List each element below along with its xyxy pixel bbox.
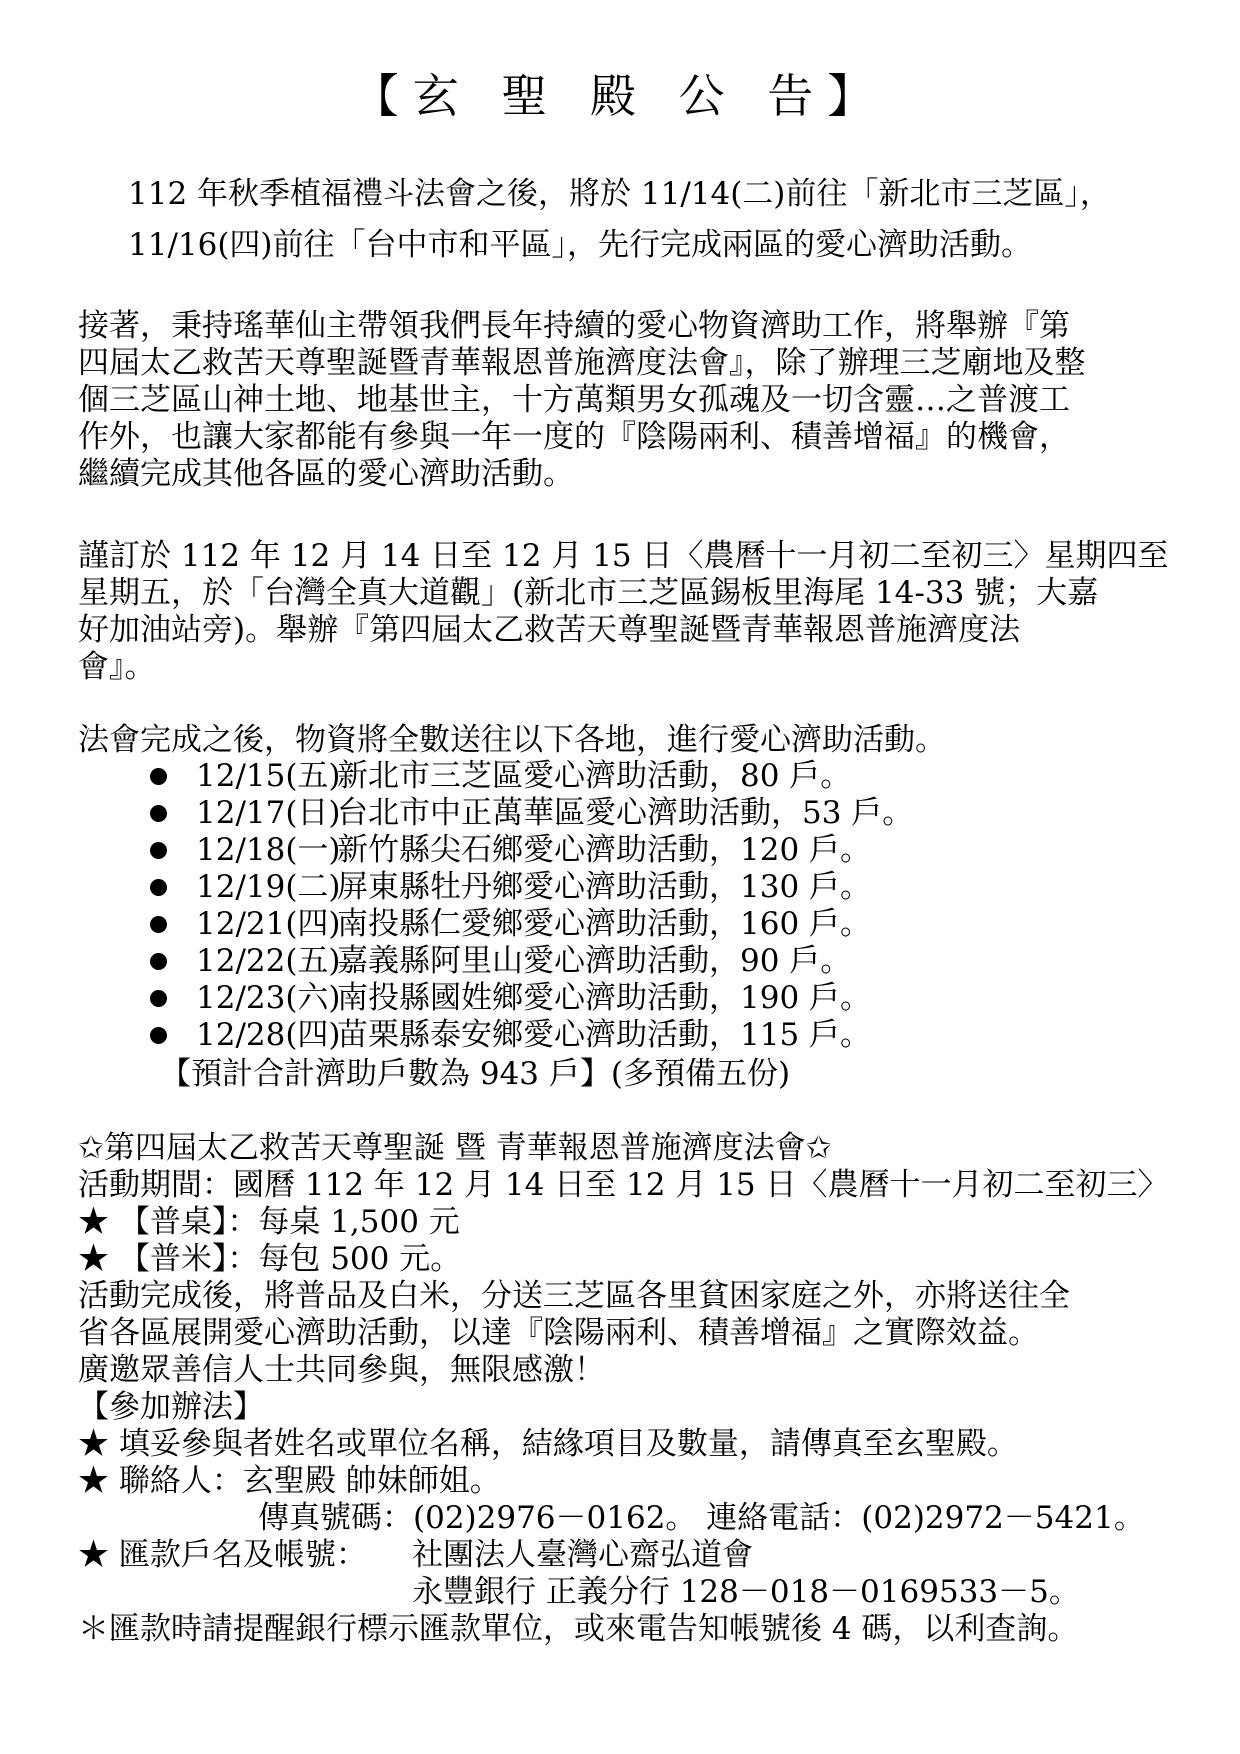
ceremony-date-paragraph bbox=[78, 538, 1178, 686]
schedule-text: 新北市三芝區愛心濟助活動，80 戶。 bbox=[337, 758, 852, 794]
page-title: 【玄 聖 殿 公 告】 bbox=[352, 69, 888, 123]
schedule-item bbox=[150, 832, 913, 869]
event-description-line: 廣邀眾善信人士共同參與，無限感激！ bbox=[78, 1352, 605, 1388]
ceremony-intro-paragraph bbox=[78, 308, 1178, 493]
schedule-item bbox=[150, 1017, 913, 1054]
bullet-icon bbox=[150, 1027, 167, 1044]
schedule-text: 台北市中正萬華區愛心濟助活動，53 戶。 bbox=[337, 795, 914, 831]
account-label: ★ 匯款戶名及帳號： bbox=[78, 1537, 367, 1573]
contact-person: ★ 聯絡人：玄聖殿 帥妹師姐。 bbox=[78, 1463, 501, 1499]
schedule-date: 12/15(五) bbox=[196, 758, 341, 794]
schedule-list bbox=[150, 758, 913, 1054]
schedule-date: 12/22(五) bbox=[196, 943, 341, 979]
paragraph-line: 會』。 bbox=[78, 649, 156, 685]
event-heading: ✩第四屆太乙救苦天尊聖誕 暨 青華報恩普施濟度法會✩ bbox=[78, 1130, 832, 1166]
event-period: 活動期間：國曆 112 年 12 月 14 日至 12 月 15 日〈農曆十一月初二至初三〉 bbox=[78, 1167, 1169, 1203]
schedule-item bbox=[150, 943, 913, 980]
schedule-item bbox=[150, 869, 913, 906]
intro-paragraph bbox=[128, 176, 1228, 264]
bullet-icon bbox=[150, 805, 167, 822]
remittance-note: ＊匯款時請提醒銀行標示匯款單位，或來電告知帳號後 4 碼，以利查詢。 bbox=[78, 1611, 1079, 1647]
paragraph-line: 作外，也讓大家都能有參與一年一度的『陰陽兩利、積善增福』的機會， bbox=[78, 419, 1070, 455]
bullet-icon bbox=[150, 842, 167, 859]
schedule-date: 12/21(四) bbox=[196, 906, 341, 942]
schedule-date: 12/18(一) bbox=[196, 832, 341, 868]
intro-line: 11/16(四)前往「台中市和平區」，先行完成兩區的愛心濟助活動。 bbox=[128, 227, 1033, 263]
schedule-date: 12/17(日) bbox=[196, 795, 341, 831]
bullet-icon bbox=[150, 953, 167, 970]
contact-numbers: 傳真號碼：(02)2976－0162。 連絡電話：(02)2972－5421。 bbox=[258, 1500, 1145, 1536]
offering-rice-price: ★ 【普米】：每包 500 元。 bbox=[78, 1241, 462, 1277]
schedule-date: 12/28(四) bbox=[196, 1017, 341, 1053]
schedule-text: 屏東縣牡丹鄉愛心濟助活動，130 戶。 bbox=[337, 869, 872, 905]
schedule-item bbox=[150, 758, 913, 795]
paragraph-line: 星期五，於「台灣全真大道觀」(新北市三芝區錫板里海尾 14-33 號；大嘉 bbox=[78, 575, 1099, 611]
schedule-text: 南投縣國姓鄉愛心濟助活動，190 戶。 bbox=[337, 980, 872, 1016]
total-households: 【預計合計濟助戶數為 943 戶】(多預備五份) bbox=[160, 1056, 791, 1092]
paragraph-line: 謹訂於 112 年 12 月 14 日至 12 月 15 日〈農曆十一月初二至初三〉星期四至 bbox=[78, 538, 1169, 574]
account-name: 社團法人臺灣心齋弘道會 bbox=[412, 1537, 753, 1573]
intro-line: 112 年秋季植福禮斗法會之後，將於 11/14(二)前往「新北市三芝區」， bbox=[128, 176, 1111, 212]
paragraph-line: 四屆太乙救苦天尊聖誕暨青華報恩普施濟度法會』，除了辦理三芝廟地及整 bbox=[78, 345, 1086, 381]
schedule-item bbox=[150, 906, 913, 943]
event-description-line: 省各區展開愛心濟助活動，以達『陰陽兩利、積善增福』之實際效益。 bbox=[78, 1315, 1039, 1351]
schedule-text: 新竹縣尖石鄉愛心濟助活動，120 戶。 bbox=[337, 832, 872, 868]
paragraph-line: 繼續完成其他各區的愛心濟助活動。 bbox=[78, 456, 574, 492]
paragraph-line: 好加油站旁)。舉辦『第四屆太乙救苦天尊聖誕暨青華報恩普施濟度法 bbox=[78, 612, 1021, 648]
bullet-icon bbox=[150, 879, 167, 896]
paragraph-line: 個三芝區山神土地、地基世主，十方萬類男女孤魂及一切含靈…之普渡工 bbox=[78, 382, 1070, 418]
paragraph-line: 接著，秉持瑤華仙主帶領我們長年持續的愛心物資濟助工作，將舉辦『第 bbox=[78, 308, 1070, 344]
bullet-icon bbox=[150, 916, 167, 933]
schedule-date: 12/19(二) bbox=[196, 869, 341, 905]
event-description-line: 活動完成後，將普品及白米，分送三芝區各里貧困家庭之外，亦將送往全 bbox=[78, 1278, 1070, 1314]
join-step: ★ 填妥參與者姓名或單位名稱，結緣項目及數量，請傳真至玄聖殿。 bbox=[78, 1426, 1018, 1462]
offering-table-price: ★ 【普桌】：每桌 1,500 元 bbox=[78, 1204, 460, 1240]
schedule-text: 嘉義縣阿里山愛心濟助活動，90 戶。 bbox=[337, 943, 852, 979]
bullet-icon bbox=[150, 990, 167, 1007]
bank-account: 永豐銀行 正義分行 128－018－0169533－5。 bbox=[412, 1574, 1080, 1610]
schedule-item bbox=[150, 980, 913, 1017]
bullet-icon bbox=[150, 768, 167, 785]
distribution-lead: 法會完成之後，物資將全數送往以下各地，進行愛心濟助活動。 bbox=[78, 722, 946, 758]
schedule-date: 12/23(六) bbox=[196, 980, 341, 1016]
schedule-text: 南投縣仁愛鄉愛心濟助活動，160 戶。 bbox=[337, 906, 872, 942]
schedule-text: 苗栗縣泰安鄉愛心濟助活動，115 戶。 bbox=[337, 1017, 872, 1053]
join-heading: 【參加辦法】 bbox=[78, 1389, 264, 1425]
schedule-item bbox=[150, 795, 913, 832]
